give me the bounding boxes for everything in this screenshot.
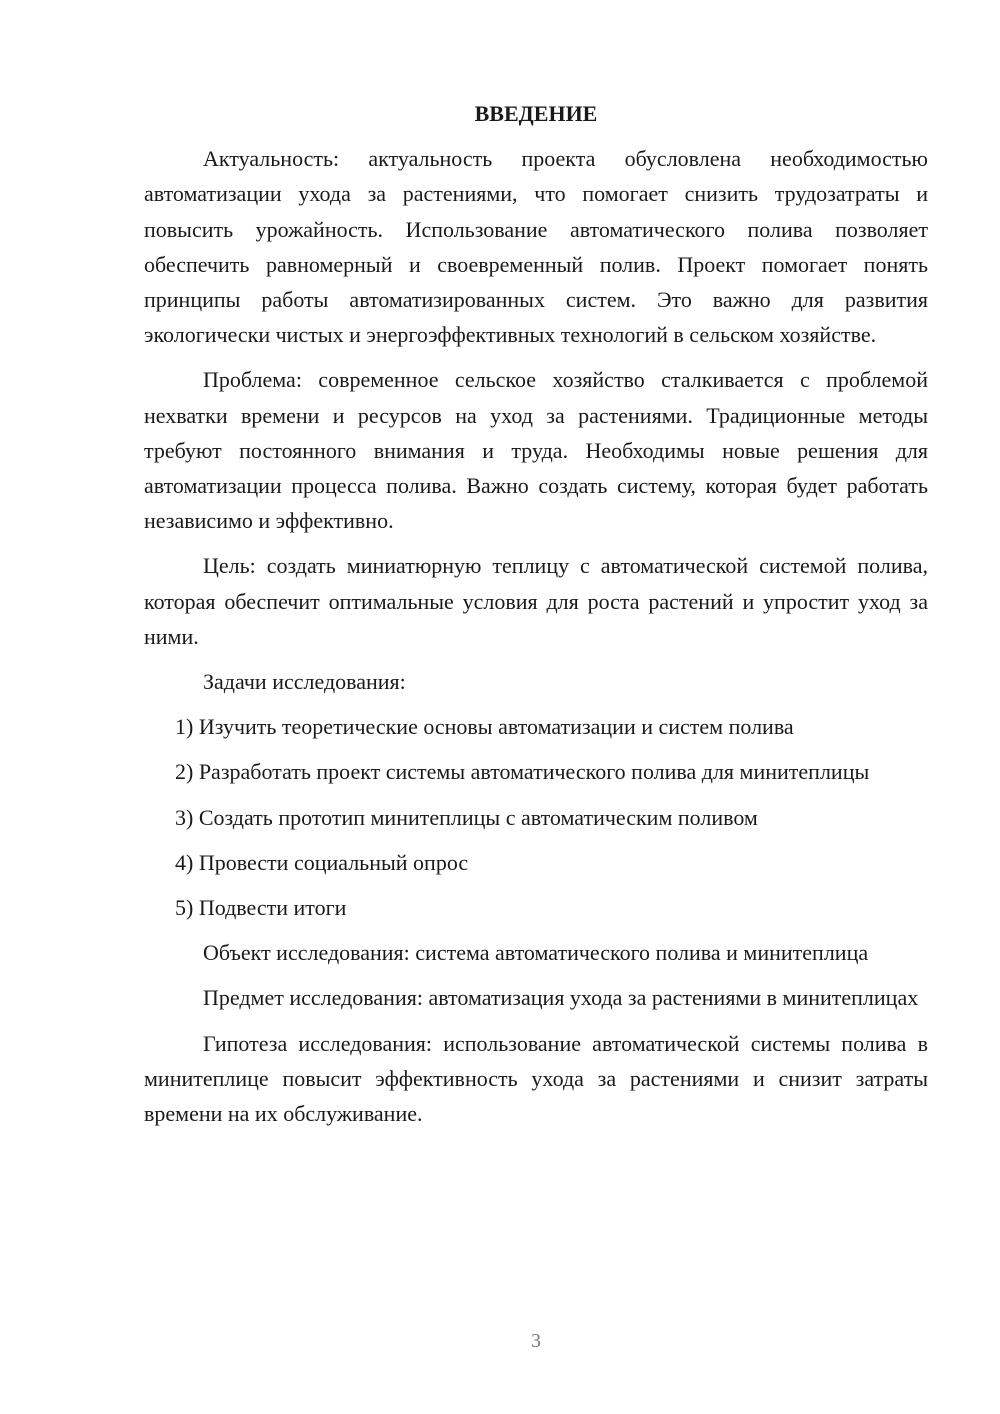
paragraph-problem: Проблема: современное сельское хозяйство сталкивается с проблемой нехватки времени и ресурсов на уход за растениями. Традиционные методы требуют постоянного внимания и труда. Необходимы новые решения для автоматизации процесса полива. Важно создать систему, которая будет работать независимо и эффективно. xyxy=(144,367,928,534)
paragraph-subject: Предмет исследования: автоматизация ухода за растениями в минитеплицах xyxy=(203,985,919,1011)
page-number: 3 xyxy=(531,1330,541,1352)
task-item-3: 3) Создать прототип минитеплицы с автоматическим поливом xyxy=(175,804,758,830)
paragraph-relevance: Актуальность: актуальность проекта обусловлена необходимостью автоматизации ухода за растениями, что помогает снизить трудозатраты и повысить урожайность. Использование автоматического полива позволяет обеспечить равномерный и своевременный полив. Проект помогает понять принципы работы автоматизированных систем. Это важно для развития экологически чистых и энергоэффективных технологий в сельском хозяйстве. xyxy=(144,146,928,348)
task-item-4: 4) Провести социальный опрос xyxy=(175,849,469,875)
paragraph-hypothesis: Гипотеза исследования: использование автоматической системы полива в минитеплице повысит эффективность ухода за растениями и снизит затраты времени на их обслуживание. xyxy=(144,1030,928,1127)
task-item-5: 5) Подвести итоги xyxy=(175,895,347,921)
task-item-2: 2) Разработать проект системы автоматического полива для минитеплицы xyxy=(175,759,870,785)
paragraph-tasks-heading: Задачи исследования: xyxy=(203,669,406,695)
page-content xyxy=(144,96,928,1141)
paragraph-goal: Цель: создать миниатюрную теплицу с автоматической системой полива, которая обеспечит оптимальные условия для роста растений и упростит уход за ними. xyxy=(144,553,928,649)
page-title: ВВЕДЕНИЕ xyxy=(474,101,598,126)
paragraph-object: Объект исследования: система автоматического полива и минитеплица xyxy=(203,940,869,966)
task-item-1: 1) Изучить теоретические основы автоматизации и систем полива xyxy=(175,714,794,740)
